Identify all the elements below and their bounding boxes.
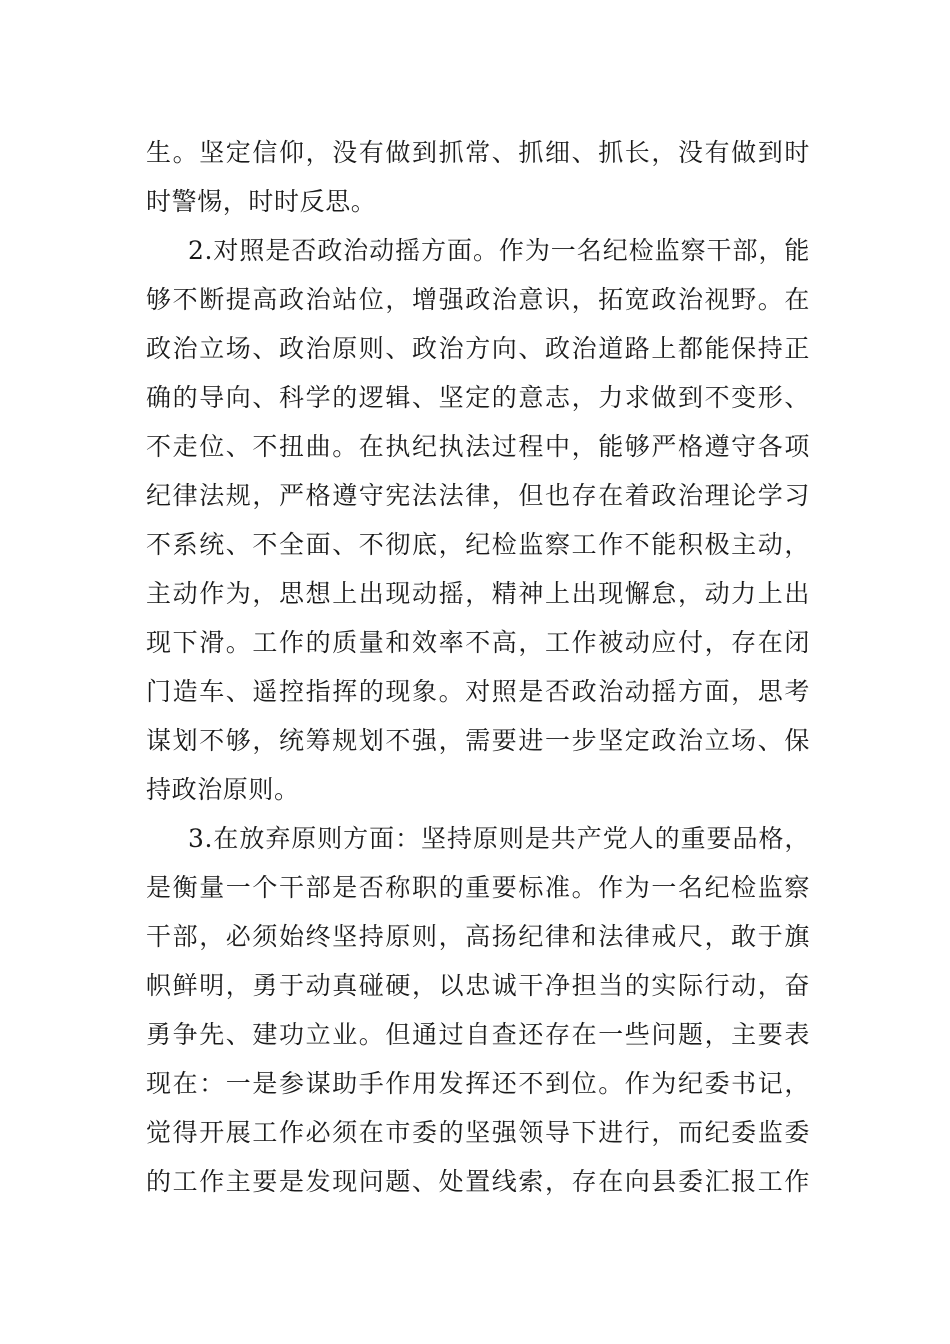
document-body (146, 128, 810, 1206)
text-line: 干部，必须始终坚持原则，高扬纪律和法律戒尺，敢于旗 (146, 922, 810, 951)
text-line: 现在：一是参谋助手作用发挥还不到位。作为纪委书记， (146, 1069, 810, 1098)
text-line: 现下滑。工作的质量和效率不高，工作被动应付，存在闭 (146, 628, 810, 657)
text-line: 不系统、不全面、不彻底，纪检监察工作不能积极主动， (146, 530, 810, 559)
text-line: 持政治原则。 (146, 775, 300, 804)
paragraph-3 (146, 814, 810, 1206)
text-line: 生。坚定信仰，没有做到抓常、抓细、抓长，没有做到时 (146, 138, 810, 167)
text-line: 的工作主要是发现问题、处置线索，存在向县委汇报工作 (146, 1167, 810, 1196)
text-line: 时警惕，时时反思。 (146, 187, 377, 216)
text-line: 2.对照是否政治动摇方面。作为一名纪检监察干部，能 (188, 236, 810, 265)
text-line: 谋划不够，统筹规划不强，需要进一步坚定政治立场、保 (146, 726, 810, 755)
text-line: 门造车、遥控指挥的现象。对照是否政治动摇方面，思考 (146, 677, 810, 706)
text-line: 帜鲜明，勇于动真碰硬，以忠诚干净担当的实际行动，奋 (146, 971, 810, 1000)
text-line: 觉得开展工作必须在市委的坚强领导下进行，而纪委监委 (146, 1118, 810, 1147)
text-line: 主动作为，思想上出现动摇，精神上出现懈怠，动力上出 (146, 579, 810, 608)
text-line: 3.在放弃原则方面：坚持原则是共产党人的重要品格， (188, 824, 810, 853)
text-line: 确的导向、科学的逻辑、坚定的意志，力求做到不变形、 (146, 383, 810, 412)
text-line: 不走位、不扭曲。在执纪执法过程中，能够严格遵守各项 (146, 432, 810, 461)
text-line: 政治立场、政治原则、政治方向、政治道路上都能保持正 (146, 334, 810, 363)
text-line: 是衡量一个干部是否称职的重要标准。作为一名纪检监察 (146, 873, 810, 902)
paragraph-1 (146, 128, 810, 226)
text-line: 够不断提高政治站位，增强政治意识，拓宽政治视野。在 (146, 285, 810, 314)
text-line: 勇争先、建功立业。但通过自查还存在一些问题，主要表 (146, 1020, 810, 1049)
text-line: 纪律法规，严格遵守宪法法律，但也存在着政治理论学习 (146, 481, 810, 510)
paragraph-2 (146, 226, 810, 814)
